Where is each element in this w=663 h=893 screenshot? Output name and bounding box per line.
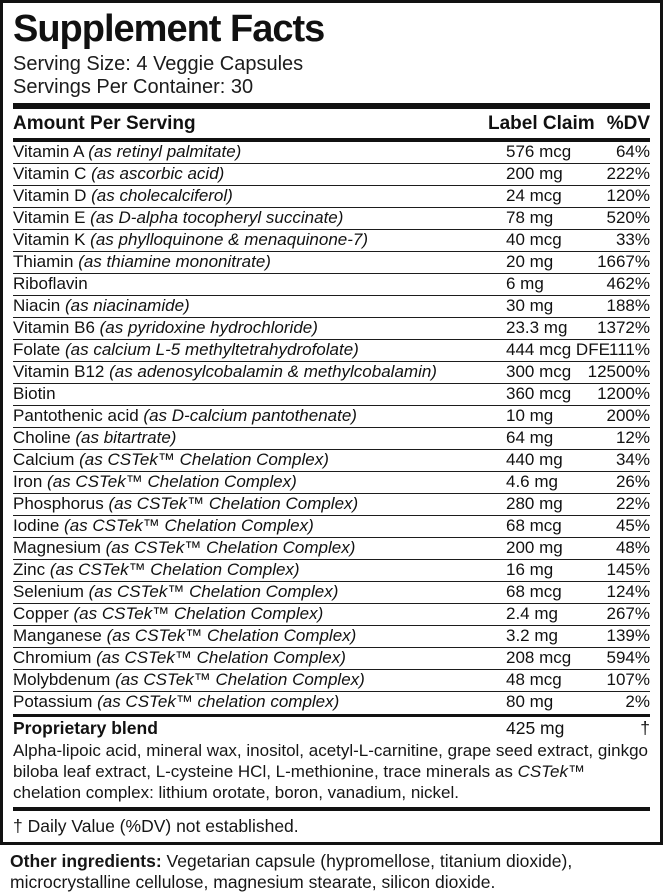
nutrient-row	[13, 516, 650, 538]
daily-value-footnote: † Daily Value (%DV) not established.	[13, 816, 299, 836]
nutrient-amount: 23.3 mg	[506, 318, 568, 337]
nutrient-source: (as CSTek™ chelation complex)	[97, 692, 340, 711]
blend-dv-dagger: †	[640, 718, 650, 738]
header-dv: %DV	[606, 113, 650, 134]
nutrient-row	[13, 186, 650, 208]
nutrient-row	[13, 208, 650, 230]
nutrient-amount: 300 mcg	[506, 362, 572, 381]
nutrient-source: (as CSTek™ Chelation Complex)	[115, 670, 365, 689]
nutrient-row	[13, 230, 650, 252]
nutrient-source: (as calcium L-5 methyltetrahydrofolate)	[64, 340, 359, 359]
nutrient-source: (as adenosylcobalamin & methylcobalamin)	[109, 362, 437, 381]
header-label-claim: Label Claim	[488, 113, 595, 134]
nutrient-row	[13, 604, 650, 626]
nutrient-row	[13, 142, 650, 164]
nutrient-dv: 26%	[615, 472, 650, 491]
nutrient-row	[13, 450, 650, 472]
nutrient-source: (as thiamine mononitrate)	[78, 252, 271, 271]
nutrient-dv: 145%	[606, 560, 650, 579]
nutrient-dv: 45%	[615, 516, 650, 535]
blend-description-part1: Alpha-lipoic acid, mineral wax, inositol, acetyl-L-carnitine, grape seed extract, ginkgo biloba leaf extract, L-cysteine HCl, L-methionine, trace minerals as	[13, 741, 648, 781]
nutrient-amount: 3.2 mg	[506, 626, 558, 645]
header-amount-per-serving: Amount Per Serving	[13, 113, 196, 134]
nutrient-amount: 2.4 mg	[506, 604, 558, 623]
nutrient-dv: 111%	[609, 340, 650, 359]
nutrient-dv: 1667%	[597, 252, 650, 271]
nutrient-dv: 107%	[606, 670, 650, 689]
nutrient-source: (as bitartrate)	[75, 428, 177, 447]
nutrient-dv: 188%	[606, 296, 650, 315]
nutrient-source: (as phylloquinone & menaquinone-7)	[90, 230, 369, 249]
nutrient-row	[13, 560, 650, 582]
nutrient-name: Molybdenum (as CSTek™ Chelation Complex)	[13, 670, 365, 689]
blend-description-part2: chelation complex: lithium orotate, boron, vanadium, nickel.	[13, 783, 460, 802]
nutrient-amount: 6 mg	[506, 274, 544, 293]
nutrient-name: Folate (as calcium L-5 methyltetrahydrofolate)	[13, 340, 359, 359]
nutrient-name: Vitamin K (as phylloquinone & menaquinone-7)	[13, 230, 369, 249]
nutrient-dv: 22%	[615, 494, 650, 513]
nutrient-name: Vitamin C (as ascorbic acid)	[13, 164, 225, 183]
nutrient-name: Pantothenic acid (as D-calcium pantothenate)	[13, 406, 357, 425]
nutrient-name: Copper (as CSTek™ Chelation Complex)	[13, 604, 324, 623]
nutrient-source: (as ascorbic acid)	[91, 164, 225, 183]
nutrient-source: (as CSTek™ Chelation Complex)	[106, 626, 357, 645]
nutrient-source: (as CSTek™ Chelation Complex)	[105, 538, 356, 557]
nutrient-row	[13, 362, 650, 384]
nutrient-amount: 200 mg	[506, 538, 563, 557]
nutrient-row	[13, 582, 650, 604]
nutrient-amount: 4.6 mg	[506, 472, 558, 491]
nutrient-name: Biotin	[13, 384, 56, 403]
nutrient-source: (as CSTek™ Chelation Complex)	[88, 582, 339, 601]
nutrient-amount: 576 mcg	[506, 142, 572, 161]
nutrient-source: (as pyridoxine hydrochloride)	[99, 318, 318, 337]
nutrient-amount: 24 mcg	[506, 186, 562, 205]
nutrient-row	[13, 648, 650, 670]
nutrient-row	[13, 274, 650, 296]
nutrient-row	[13, 296, 650, 318]
nutrient-dv: 1372%	[597, 318, 650, 337]
nutrient-dv: 462%	[606, 274, 650, 293]
nutrient-amount: 200 mg	[506, 164, 563, 183]
other-ingredients	[10, 851, 595, 893]
nutrient-source: (as CSTek™ Chelation Complex)	[73, 604, 324, 623]
nutrient-dv: 48%	[615, 538, 650, 557]
nutrient-name: Choline (as bitartrate)	[13, 428, 177, 447]
nutrient-rows	[13, 142, 650, 714]
nutrient-dv: 1200%	[597, 384, 650, 403]
nutrient-dv: 267%	[606, 604, 650, 623]
nutrient-row	[13, 670, 650, 692]
nutrient-dv: 12500%	[587, 362, 650, 381]
nutrient-row	[13, 318, 650, 340]
nutrient-name: Riboflavin	[13, 274, 88, 293]
nutrient-source: (as D-calcium pantothenate)	[143, 406, 357, 425]
nutrient-amount: 10 mg	[506, 406, 554, 425]
nutrient-name: Selenium (as CSTek™ Chelation Complex)	[13, 582, 339, 601]
nutrient-source: (as CSTek™ Chelation Complex)	[96, 648, 346, 667]
nutrient-source: (as CSTek™ Chelation Complex)	[64, 516, 314, 535]
nutrient-name: Iodine (as CSTek™ Chelation Complex)	[13, 516, 314, 535]
nutrient-amount: 360 mcg	[506, 384, 572, 403]
nutrient-source: (as CSTek™ Chelation Complex)	[49, 560, 300, 579]
nutrient-amount: 444 mcg DFE	[506, 340, 610, 359]
nutrient-name: Vitamin B12 (as adenosylcobalamin & methylcobalamin)	[13, 362, 437, 381]
nutrient-name: Vitamin D (as cholecalciferol)	[13, 186, 233, 205]
nutrient-name: Magnesium (as CSTek™ Chelation Complex)	[13, 538, 356, 557]
nutrient-amount: 40 mcg	[506, 230, 562, 249]
nutrient-amount: 48 mcg	[506, 670, 562, 689]
nutrient-dv: 64%	[615, 142, 650, 161]
nutrient-name: Potassium (as CSTek™ chelation complex)	[13, 692, 340, 711]
nutrient-name: Manganese (as CSTek™ Chelation Complex)	[13, 626, 357, 645]
nutrient-amount: 440 mg	[506, 450, 563, 469]
nutrient-name: Zinc (as CSTek™ Chelation Complex)	[13, 560, 300, 579]
nutrient-dv: 2%	[625, 692, 650, 711]
nutrient-amount: 30 mg	[506, 296, 554, 315]
nutrient-dv: 520%	[606, 208, 650, 227]
blend-description-cstek: CSTek™	[517, 762, 585, 781]
nutrient-name: Vitamin A (as retinyl palmitate)	[13, 142, 242, 161]
nutrient-row	[13, 626, 650, 648]
nutrient-dv: 594%	[606, 648, 650, 667]
other-ingredients-text: Vegetarian capsule (hypromellose, titanium dioxide), microcrystalline cellulose, magnesium stearate, silicon dioxide.	[10, 851, 573, 892]
nutrient-source: (as CSTek™ Chelation Complex)	[47, 472, 297, 491]
nutrient-dv: 124%	[606, 582, 650, 601]
nutrient-amount: 68 mcg	[506, 582, 562, 601]
nutrient-dv: 120%	[606, 186, 650, 205]
nutrient-dv: 12%	[615, 428, 650, 447]
nutrient-name: Thiamin (as thiamine mononitrate)	[13, 252, 271, 271]
nutrient-amount: 280 mg	[506, 494, 563, 513]
nutrient-dv: 139%	[606, 626, 650, 645]
nutrient-source: (as D-alpha tocopheryl succinate)	[90, 208, 344, 227]
table-header-row	[13, 109, 650, 138]
blend-name: Proprietary blend	[13, 718, 158, 738]
nutrient-name: Phosphorus (as CSTek™ Chelation Complex)	[13, 494, 359, 513]
nutrient-amount: 20 mg	[506, 252, 554, 271]
nutrient-name: Calcium (as CSTek™ Chelation Complex)	[13, 450, 329, 469]
serving-size: Serving Size: 4 Veggie Capsules	[13, 53, 304, 75]
nutrient-source: (as retinyl palmitate)	[88, 142, 242, 161]
nutrient-row	[13, 406, 650, 428]
nutrient-row	[13, 252, 650, 274]
panel-title: Supplement Facts	[13, 8, 325, 50]
proprietary-blend-row	[13, 717, 650, 740]
nutrient-amount: 80 mg	[506, 692, 554, 711]
nutrient-dv: 33%	[615, 230, 650, 249]
nutrient-row	[13, 494, 650, 516]
nutrient-source: (as niacinamide)	[64, 296, 190, 315]
nutrient-name: Niacin (as niacinamide)	[13, 296, 190, 315]
nutrient-row	[13, 164, 650, 186]
nutrient-row	[13, 472, 650, 494]
nutrient-source: (as cholecalciferol)	[91, 186, 233, 205]
nutrient-row	[13, 428, 650, 450]
nutrient-dv: 200%	[606, 406, 650, 425]
nutrient-name: Chromium (as CSTek™ Chelation Complex)	[13, 648, 346, 667]
nutrient-amount: 64 mg	[506, 428, 554, 447]
nutrient-source: (as CSTek™ Chelation Complex)	[108, 494, 359, 513]
nutrient-dv: 222%	[606, 164, 650, 183]
nutrient-amount: 78 mg	[506, 208, 554, 227]
blend-amount: 425 mg	[506, 718, 565, 738]
blend-description	[13, 740, 650, 807]
nutrient-name: Iron (as CSTek™ Chelation Complex)	[13, 472, 297, 491]
nutrient-source: (as CSTek™ Chelation Complex)	[79, 450, 329, 469]
nutrient-amount: 68 mcg	[506, 516, 562, 535]
nutrient-amount: 208 mcg	[506, 648, 572, 667]
nutrient-row	[13, 340, 650, 362]
nutrient-dv: 34%	[615, 450, 650, 469]
nutrient-name: Vitamin E (as D-alpha tocopheryl succinate)	[13, 208, 344, 227]
nutrient-amount: 16 mg	[506, 560, 554, 579]
nutrient-row	[13, 538, 650, 560]
nutrient-row	[13, 384, 650, 406]
nutrient-name: Vitamin B6 (as pyridoxine hydrochloride)	[13, 318, 318, 337]
servings-per-container: Servings Per Container: 30	[13, 76, 254, 98]
other-ingredients-label: Other ingredients:	[10, 851, 162, 871]
nutrient-row	[13, 692, 650, 714]
